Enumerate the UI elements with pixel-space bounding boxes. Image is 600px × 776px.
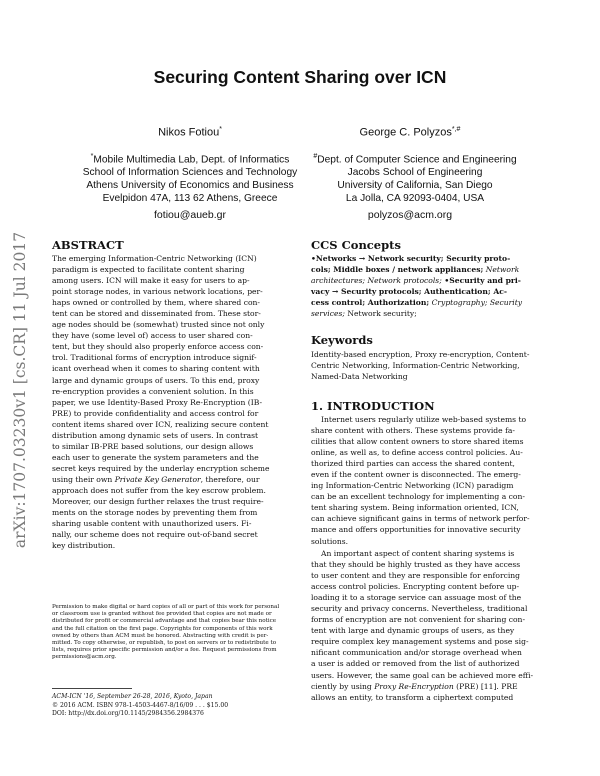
arxiv-stamp-text: arXiv:1707.03230v1 [cs.CR] 11 Jul 2017 — [11, 231, 29, 549]
permission-notice: Permission to make digital or hard copies of all or part of this work for personal or classroom use is granted without fee provided that copies are not made or distributed for profit or commercial advantage and that copies bear this notice and the full citation on the first page. Copyrights for components of this work owned by others than ACM must be honored. Abstracting with credit is per- mitted. To copy otherwise, or republish, to post on servers or to redistribute to lists, requires prior specific permission and/or a fee. Request permissions from permissions@acm.org. — [52, 604, 280, 661]
author-name-2: George C. Polyzos*,# — [359, 126, 461, 139]
keywords-heading: Keywords — [311, 333, 373, 347]
doi-line: DOI: http://dx.doi.org/10.1145/2984356.2984376 — [52, 710, 204, 718]
footnote-rule — [52, 688, 132, 689]
paper-title: Securing Content Sharing over ICN — [153, 67, 447, 87]
ccs-concepts: •Networks → Network security; Security proto- cols; Middle boxes / network appliances; Network architectures; Network protocols; •Security and pri- vacy → Security protocols; Authentication; Ac- cess control; Authorization; Cryptography; Security services; Network security; — [311, 254, 523, 319]
introduction-p1: Internet users regularly utilize web-based systems to share content with others. These systems provide fa- cilities that allow content owners to store shared items online, as well as, to define access control policies. Au- thorized third parties can access the shared content, even if the content owner is disconnected. The emerg- ing Information-Centric Networking (ICN) paradigm can be an excellent technology for implementing a con- tent sharing system. Being information oriented, ICN, can achieve significant gains in terms of network perfor- mance and offers opportunities for innovative security solutions. — [311, 415, 530, 546]
arxiv-stamp — [5, 210, 35, 570]
conference-info — [52, 693, 296, 719]
author-email-1: fotiou@aueb.gr — [154, 209, 226, 221]
affiliation-2: #Dept. of Computer Science and Engineering Jacobs School of Engineering University of California, San Diego La Jolla, CA 92093-0404, USA — [313, 153, 517, 204]
author-name-1: Nikos Fotiou* — [158, 126, 222, 139]
affiliation-1: *Mobile Multimedia Lab, Dept. of Informatics School of Information Sciences and Technology Athens University of Economics and Business Evelpidon 47A, 113 62 Athens, Greece — [82, 153, 298, 204]
keywords-list: Identity-based encryption, Proxy re-encryption, Content- Centric Networking, Information-Centric Networking, Named-Data Networking — [311, 350, 530, 382]
ccs-heading: CCS Concepts — [311, 238, 401, 252]
introduction-heading: 1. INTRODUCTION — [311, 399, 435, 413]
abstract-heading: ABSTRACT — [52, 238, 124, 252]
author-email-2: polyzos@acm.org — [367, 209, 453, 221]
copyright-line: © 2016 ACM. ISBN 978-1-4503-4467-8/16/09 . . . $15.00 — [52, 701, 229, 709]
conference-line: ACM-ICN '16, September 26-28, 2016, Kyoto, Japan — [52, 693, 213, 700]
introduction-p2: An important aspect of content sharing systems is that they should be highly trusted as they have access to user content and they are responsible for enforcing access control policies. Encrypting content before up- loading it to a storage service can assuage most of the security and privacy concerns. Nevertheless, traditional forms of encryption are not convenient for sharing con- tent with large and dynamic groups of users, as they require complex key management systems and pose sig- nificant communication and/or storage overhead when a user is added or removed from the list of authorized users. However, the same goal can be achieved more effi- ciently by using Proxy Re-Encryption (PRE) [11]. PRE allows an entity, to transform a ciphertext computed — [311, 549, 534, 702]
abstract-body: The emerging Information-Centric Networking (ICN) paradigm is expected to facilitate content sharing among users. ICN will make it easy for users to ap- point storage nodes, in various network locations, per- haps owned or controlled by them, where shared con- tent can be stored and disseminated from. These stor- age nodes should be (somewhat) trusted since not only they have (some level of) access to user shared con- tent, but they should also properly enforce access con- trol. Traditional forms of encryption introduce signif- icant overhead when it comes to sharing content with large and dynamic groups of users. To this end, proxy re-encryption provides a convenient solution. In this paper, we use Identity-Based Proxy Re-Encryption (IB- PRE) to provide confidentiality and access control for content items shared over ICN, realizing secure content distribution among dynamic sets of users. In contrast to similar IB-PRE based solutions, our design allows each user to generate the system parameters and the secret keys required by the underlay encryption scheme using their own Private Key Generator, therefore, our approach does not suffer from the key escrow problem. Moreover, our design further relaxes the trust require- ments on the storage nodes by preventing them from sharing usable content with unauthorized users. Fi- nally, our scheme does not require out-of-band secret key distribution. — [52, 254, 270, 551]
